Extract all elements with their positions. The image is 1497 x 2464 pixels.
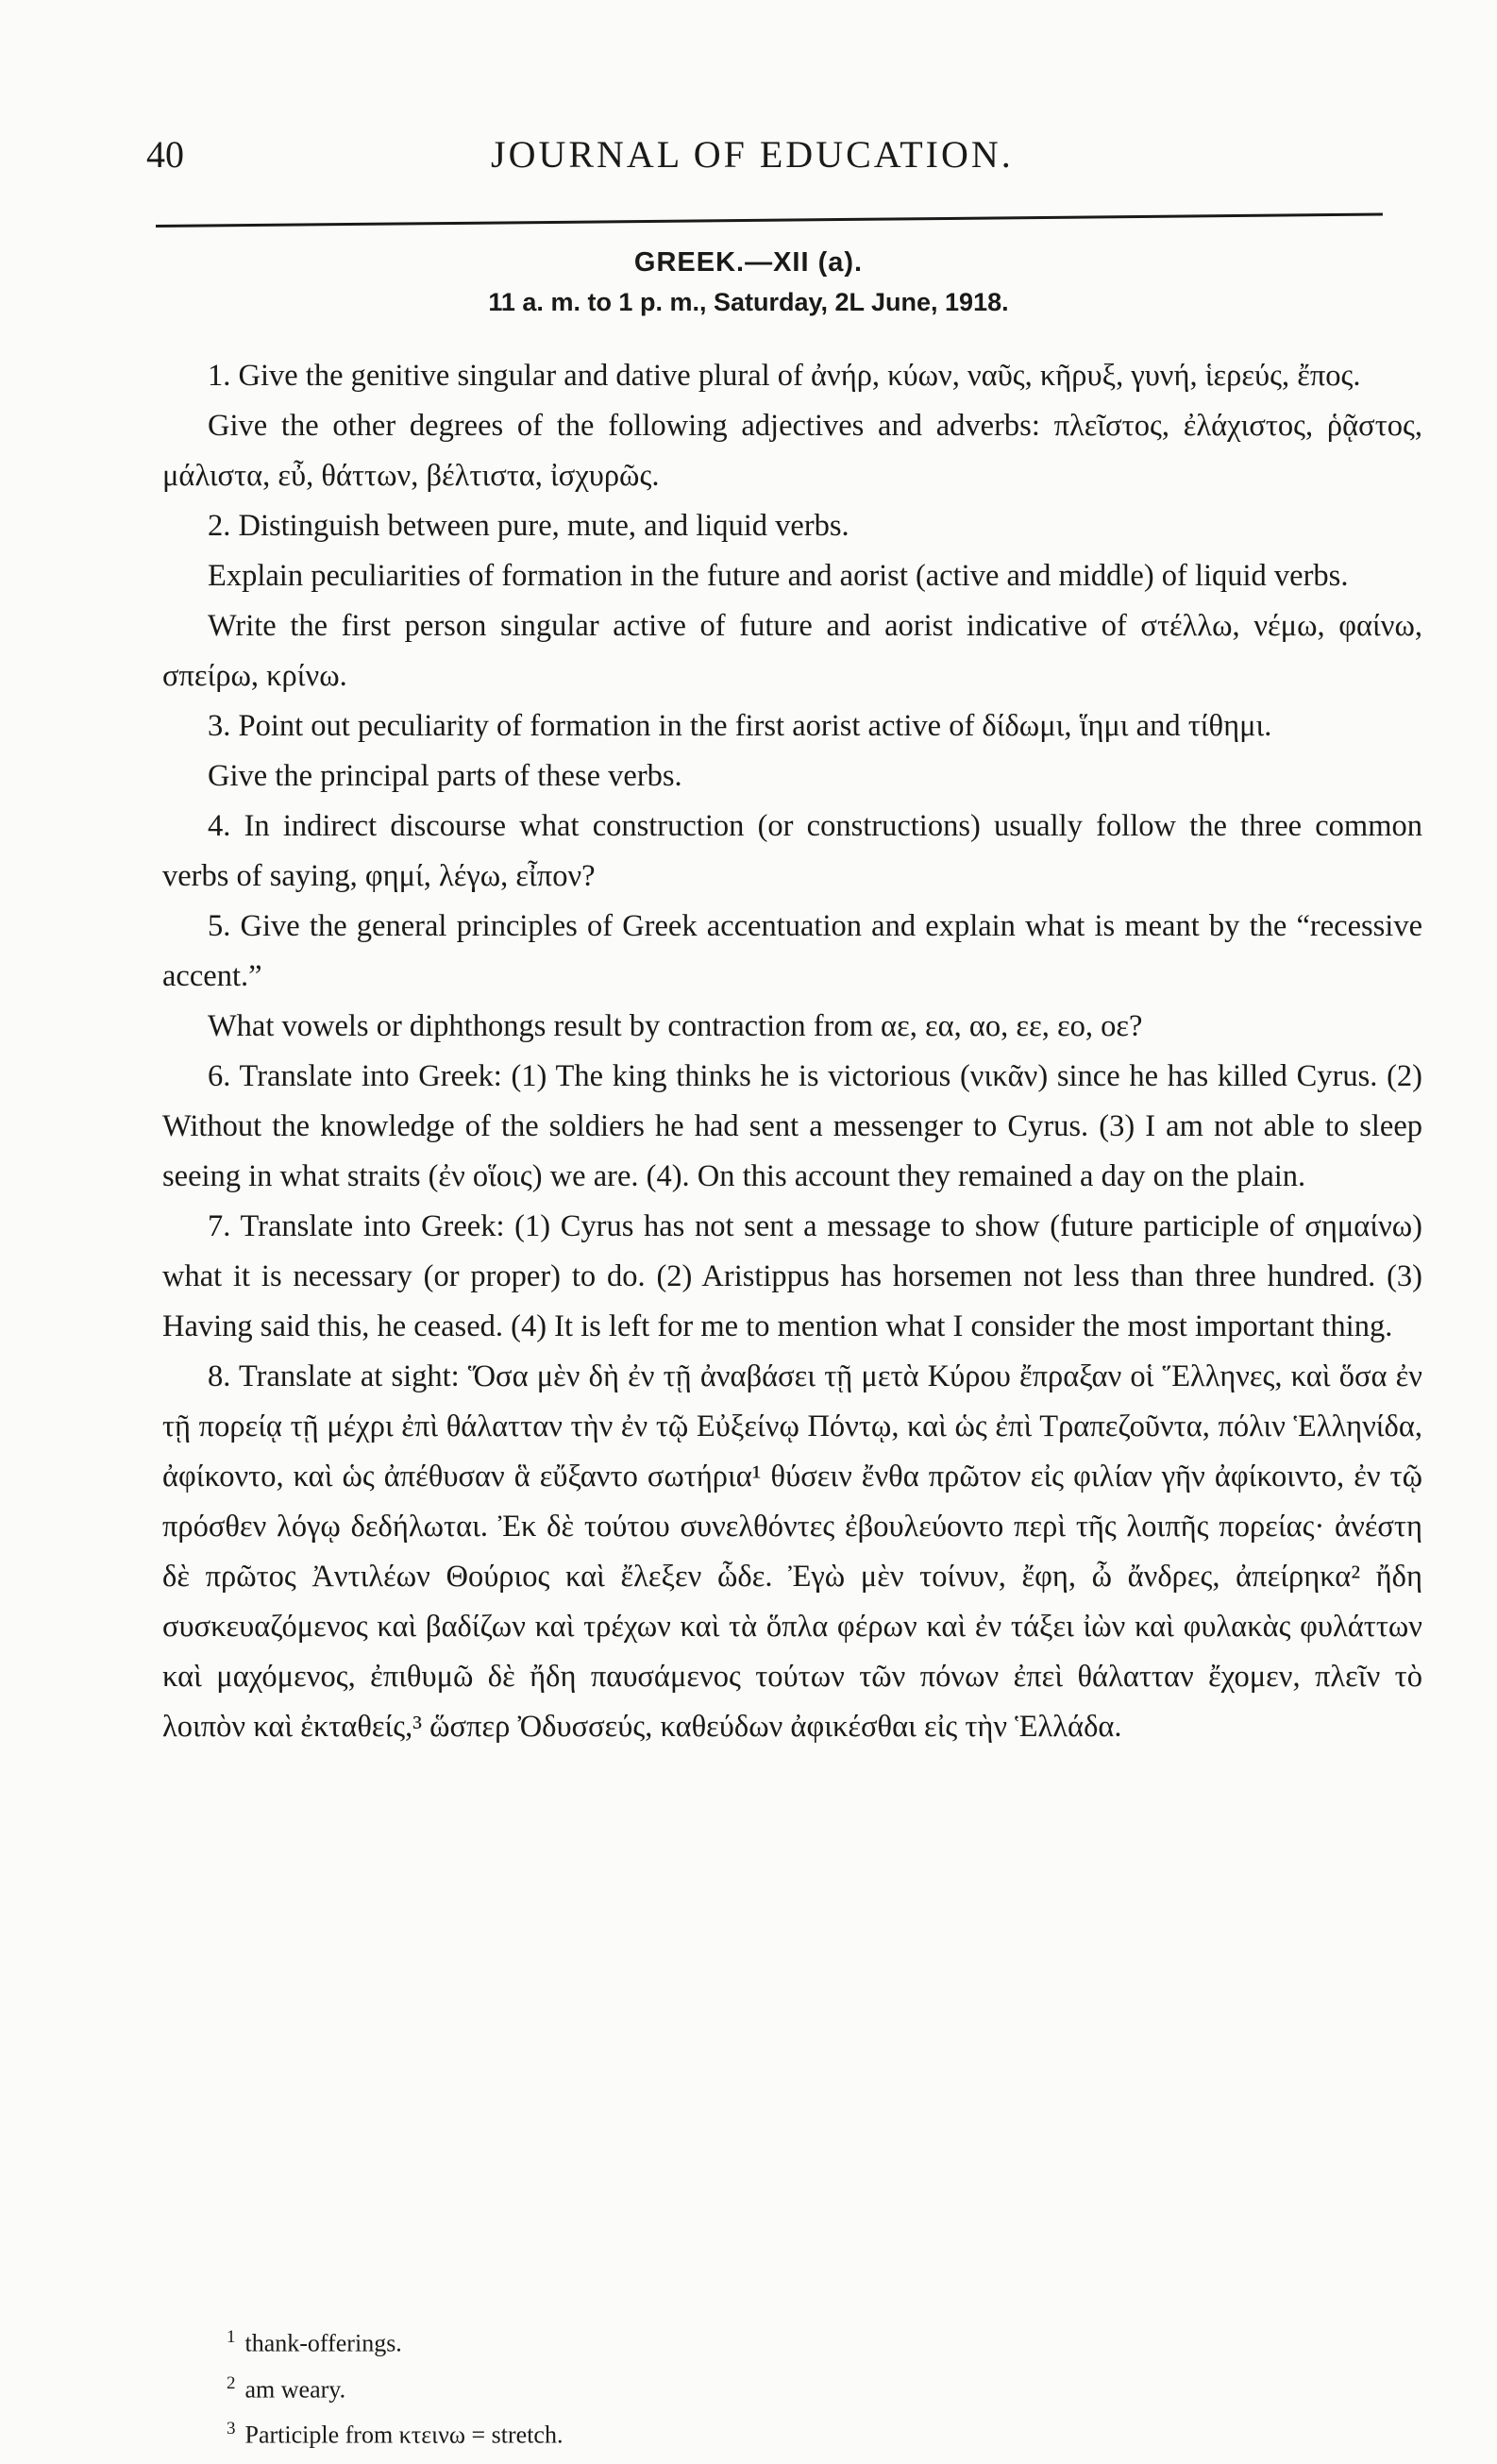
footnote-1 — [227, 2318, 563, 2364]
question-2-paragraph: 2. Distinguish between pure, mute, and liquid verbs. — [208, 509, 849, 543]
question-3-parts-paragraph: Give the principal parts of these verbs. — [208, 759, 682, 793]
header-rule — [156, 213, 1383, 228]
exam-time: 11 a. m. to 1 p. m., Saturday, 2L June, 1918. — [488, 288, 1009, 316]
question-1-degrees-paragraph: Give the other degrees of the following adjectives and adverbs: πλεῖστος, ἐλάχιστος, ῥᾷστος, μάλιστα, εὖ, θάττων, βέλτιστα, ἰσχυρῶς. — [162, 409, 1422, 493]
footnote-mark: 3 — [227, 2419, 236, 2439]
exam-heading — [0, 247, 1497, 317]
page-number: 40 — [146, 133, 184, 176]
footnote-mark: 1 — [227, 2327, 236, 2347]
footnote-text: Participle from κτεινω = stretch. — [244, 2421, 563, 2449]
question-2-formation-paragraph: Explain peculiarities of formation in the future and aorist (active and middle) of liquid verbs. — [208, 559, 1349, 593]
journal-title: JOURNAL OF EDUCATION. — [491, 133, 1014, 176]
question-2-write-paragraph: Write the first person singular active of future and aorist indicative of στέλλω, νέμω, φαίνω, σπείρω, κρίνω. — [162, 609, 1422, 693]
exam-title: GREEK.—XII (a). — [633, 247, 864, 278]
footnote-text: thank-offerings. — [244, 2329, 402, 2357]
question-3-paragraph: 3. Point out peculiarity of formation in the first aorist active of δίδωμι, ἵημι and τίθημι. — [208, 709, 1272, 743]
question-5-paragraph: 5. Give the general principles of Greek accentuation and explain what is meant by the “recessive accent.” — [162, 909, 1422, 993]
running-head — [146, 132, 1365, 189]
question-1-paragraph: 1. Give the genitive singular and dative plural of ἀνήρ, κύων, ναῦς, κῆρυξ, γυνή, ἱερεύς, ἔπος. — [208, 359, 1361, 393]
question-4-paragraph: 4. In indirect discourse what construction (or constructions) usually follow the three common verbs of saying, φημί, λέγω, εἶπον? — [162, 809, 1422, 893]
footnote-text: am weary. — [244, 2375, 346, 2404]
footnote-mark: 2 — [227, 2372, 236, 2393]
question-8-paragraph: 8. Translate at sight: Ὅσα μὲν δὴ ἐν τῇ ἀναβάσει τῇ μετὰ Κύρου ἔπραξαν οἱ Ἕλληνες, καὶ ὅσα ἐν τῇ πορείᾳ τῇ μέχρι ἐπὶ θάλατταν τὴν ἐν τῷ Εὐξείνῳ Πόντῳ, καὶ ὡς ἐπὶ Τραπεζοῦντα, πόλιν Ἑλληνίδα, ἀφίκοντο, καὶ ὡς ἀπέθυσαν ἃ εὔξαντο σωτήρια¹ θύσειν ἔνθα πρῶτον εἰς φιλίαν γῆν ἀφίκοιντο, ἐν τῷ πρόσθεν λόγῳ δεδήλωται. Ἐκ δὲ τούτου συνελθόντες ἐβουλεύοντο περὶ τῆς λοιπῆς πορείας· ἀνέστη δὲ πρῶτος Ἀντιλέων Θούριος καὶ ἔλεξεν ὧδε. Ἐγὼ μὲν τοίνυν, ἔφη, ὦ ἄνδρες, ἀπείρηκα² ἤδη συσκευαζόμενος καὶ βαδίζων καὶ τρέχων καὶ τὰ ὅπλα φέρων καὶ ἐν τάξει ἰὼν καὶ φυλακὰς φυλάττων καὶ μαχόμενος, ἐπιθυμῶ δὲ ἤδη παυσάμενος τούτων τῶν πόνων ἐπεὶ θάλατταν ἔχομεν, πλεῖν τὸ λοιπὸν καὶ ἐκταθείς,³ ὥσπερ Ὀδυσσεύς, καθεύδων ἀφικέσθαι εἰς τὴν Ἑλλάδα. — [162, 1359, 1422, 1744]
question-5-vowels-paragraph: What vowels or diphthongs result by contraction from αε, εα, αο, εε, εο, οε? — [208, 1009, 1143, 1043]
footnote-3 — [227, 2409, 563, 2456]
exam-questions — [162, 351, 1422, 1752]
question-6-paragraph: 6. Translate into Greek: (1) The king thinks he is victorious (νικᾶν) since he has killed Cyrus. (2) Without the knowledge of the soldiers he had sent a messenger to Cyrus. (3) I am not able to sleep seeing in what straits (ἐν οἵοις) we are. (4). On this account they remained a day on the plain. — [162, 1059, 1422, 1193]
footnotes — [227, 2318, 563, 2456]
footnote-2 — [227, 2364, 563, 2410]
question-7-paragraph: 7. Translate into Greek: (1) Cyrus has not sent a message to show (future participle of σημαίνω) what it is necessary (or proper) to do. (2) Aristippus has horsemen not less than three hundred. (3) Having said this, he ceased. (4) It is left for me to mention what I consider the most important thing. — [162, 1209, 1422, 1343]
